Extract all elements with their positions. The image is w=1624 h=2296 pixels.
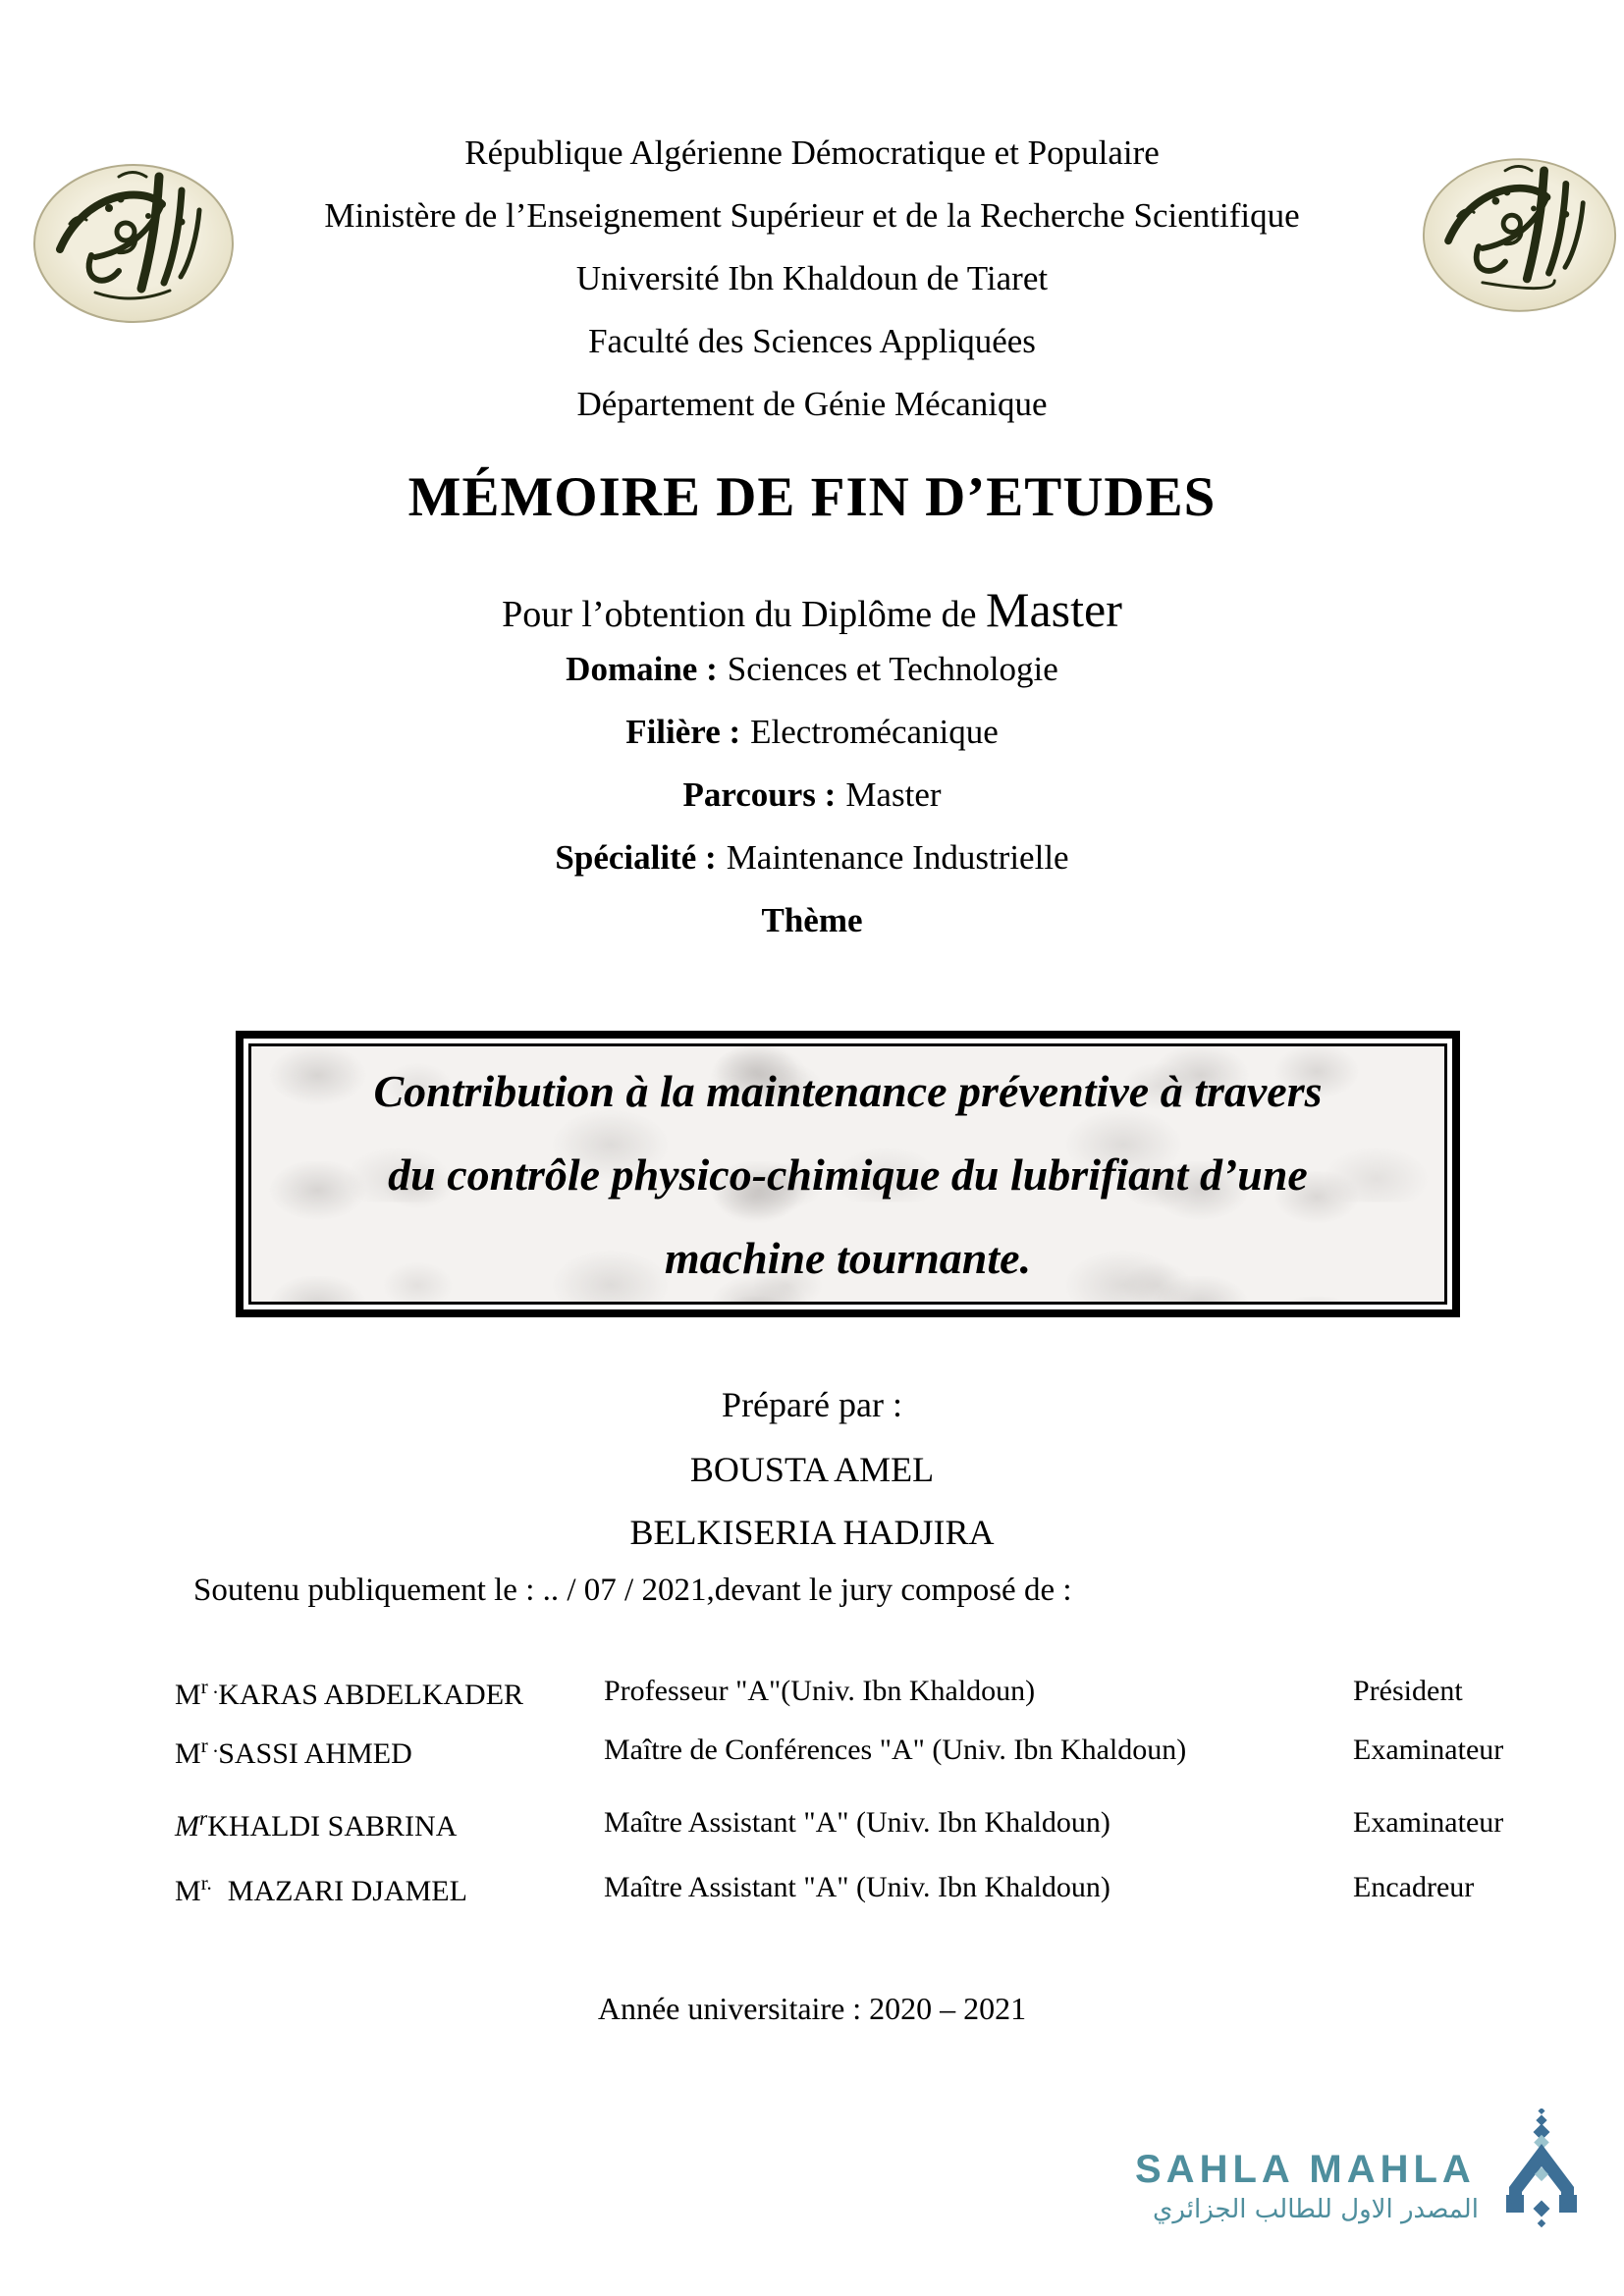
defense-statement: Soutenu publiquement le : .. / 07 / 2021,devant le jury composé de : [193, 1573, 1072, 1608]
header-department-line: Département de Génie Mécanique [576, 385, 1048, 423]
theme-title-line: du contrôle physico-chimique du lubrifiant d’une [388, 1148, 1308, 1200]
header-university-line: Université Ibn Khaldoun de Tiaret [575, 259, 1049, 297]
diploma-degree: Master [986, 582, 1122, 637]
jury-member-name: $M^rKHALDI$ SABRINA [175, 1806, 458, 1842]
jury-member-role: Examinateur [1353, 1806, 1504, 1839]
jury-row [0, 1806, 1624, 1849]
theme-box [236, 1031, 1460, 1317]
field-label: Filière : [625, 713, 741, 751]
jury-row [0, 1734, 1624, 1777]
jury-member-grade: Maître Assistant "A" (Univ. Ibn Khaldoun) [604, 1806, 1110, 1839]
field-parcours [0, 775, 1624, 815]
sahla-mahla-brand-name: SAHLA MAHLA [1135, 2148, 1476, 2191]
page-title: MÉMOIRE DE FIN D’ETUDES [407, 466, 1217, 528]
jury-member-role: Examinateur [1353, 1734, 1504, 1766]
academic-year: Année universitaire : 2020 – 2021 [597, 1991, 1027, 2026]
theme-title-line: machine tournante. [664, 1232, 1032, 1283]
university-seal-icon [32, 161, 236, 326]
author-name: BELKISERIA HADJIRA [629, 1513, 995, 1552]
theme-title-line: Contribution à la maintenance préventive à travers [373, 1065, 1323, 1116]
jury-member-role: Président [1353, 1675, 1463, 1707]
jury-member-grade: Maître de Conférences "A" (Univ. Ibn Khaldoun) [604, 1734, 1187, 1766]
sahla-mahla-emblem-icon [1504, 2109, 1579, 2230]
jury-member-name: $M^{r .}KARAS$ ABDELKADER [175, 1675, 524, 1711]
field-domaine [0, 650, 1624, 689]
diploma-subtitle [0, 581, 1624, 638]
sahla-mahla-tagline: المصدر الاول للطالب الجزائري [1153, 2195, 1479, 2224]
field-label: Domaine : [566, 650, 718, 688]
field-filiere [0, 713, 1624, 752]
jury-member-role: Encadreur [1353, 1871, 1475, 1903]
jury-member-grade: Professeur "A"(Univ. Ibn Khaldoun) [604, 1675, 1036, 1707]
prepared-by-label: Préparé par : [722, 1385, 902, 1424]
jury-member-name: $M^{r.}$ MAZARI DJAMEL [175, 1871, 467, 1907]
field-value: Maintenance Industrielle [726, 838, 1069, 877]
jury-row [0, 1871, 1624, 1914]
jury-member-name: $M^{r .}SASSI$ AHMED [175, 1734, 412, 1770]
field-specialite [0, 838, 1624, 878]
field-value: Sciences et Technologie [727, 650, 1058, 688]
field-value: Master [845, 775, 942, 814]
theme-label: Thème [761, 901, 863, 939]
field-value: Electromécanique [750, 713, 999, 751]
jury-member-grade: Maître Assistant "A" (Univ. Ibn Khaldoun) [604, 1871, 1110, 1903]
jury-row [0, 1675, 1624, 1718]
field-label: Parcours : [682, 775, 837, 814]
header-republic-line: République Algérienne Démocratique et Populaire [464, 133, 1160, 172]
diploma-subtitle-prefix: Pour l’obtention du Diplôme de [502, 594, 987, 635]
theme-box-inner [248, 1043, 1447, 1305]
header-faculty-line: Faculté des Sciences Appliquées [588, 322, 1036, 360]
author-name: BOUSTA AMEL [689, 1450, 935, 1489]
field-label: Spécialité : [555, 838, 717, 877]
header-ministry-line: Ministère de l’Enseignement Supérieur et de la Recherche Scientifique [324, 196, 1300, 235]
